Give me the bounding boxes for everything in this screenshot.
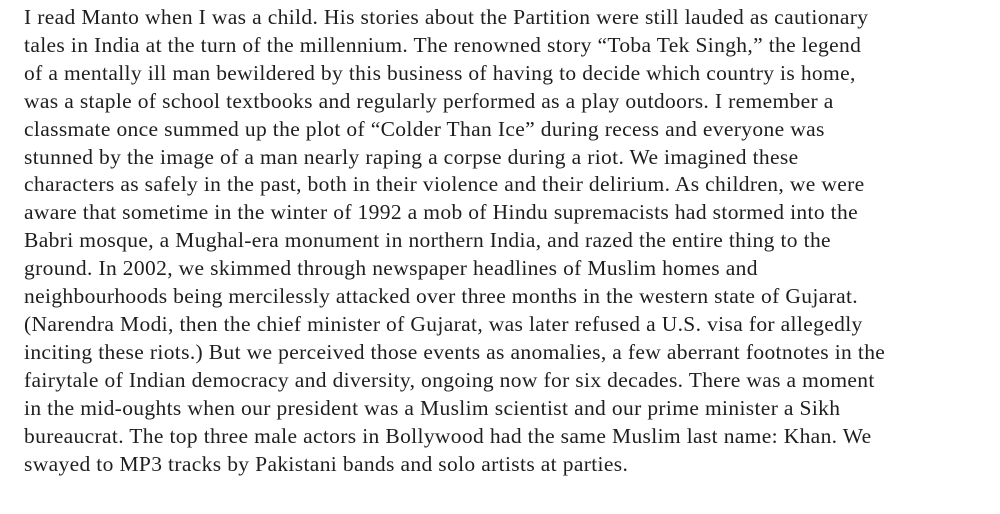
paragraph-line: bureaucrat. The top three male actors in Bollywood had the same Muslim last name: Khan. We xyxy=(24,423,872,448)
paragraph-line: was a staple of school textbooks and regularly performed as a play outdoors. I remember a xyxy=(24,88,834,113)
paragraph-line: characters as safely in the past, both in their violence and their delirium. As children, we were xyxy=(24,172,865,197)
paragraph-line: I read Manto when I was a child. His stories about the Partition were still lauded as cautionary xyxy=(24,5,869,29)
paragraph-line: stunned by the image of a man nearly raping a corpse during a riot. We imagined these xyxy=(24,144,799,169)
paragraph-line: tales in India at the turn of the millennium. The renowned story “Toba Tek Singh,” the legend xyxy=(24,32,862,57)
paragraph-line: fairytale of Indian democracy and diversity, ongoing now for six decades. There was a moment xyxy=(24,367,875,392)
body-paragraph xyxy=(24,4,994,478)
paragraph-line: (Narendra Modi, then the chief minister of Gujarat, was later refused a U.S. visa for allegedly xyxy=(24,311,863,336)
paragraph-line: classmate once summed up the plot of “Colder Than Ice” during recess and everyone was xyxy=(24,116,825,141)
paragraph-line: ground. In 2002, we skimmed through newspaper headlines of Muslim homes and xyxy=(24,256,758,281)
paragraph-line: inciting these riots.) But we perceived those events as anomalies, a few aberrant footnotes in the xyxy=(24,339,886,364)
paragraph-line: of a mentally ill man bewildered by this business of having to decide which country is home, xyxy=(24,60,856,85)
paragraph-line: Babri mosque, a Mughal-era monument in northern India, and razed the entire thing to the xyxy=(24,228,831,253)
paragraph-line: neighbourhoods being mercilessly attacked over three months in the western state of Gujarat. xyxy=(24,284,859,309)
paragraph-line: swayed to MP3 tracks by Pakistani bands and solo artists at parties. xyxy=(24,451,629,476)
paragraph-line: aware that sometime in the winter of 1992 a mob of Hindu supremacists had stormed into the xyxy=(24,200,858,225)
paragraph-line: in the mid-oughts when our president was a Muslim scientist and our prime minister a Sikh xyxy=(24,395,841,420)
